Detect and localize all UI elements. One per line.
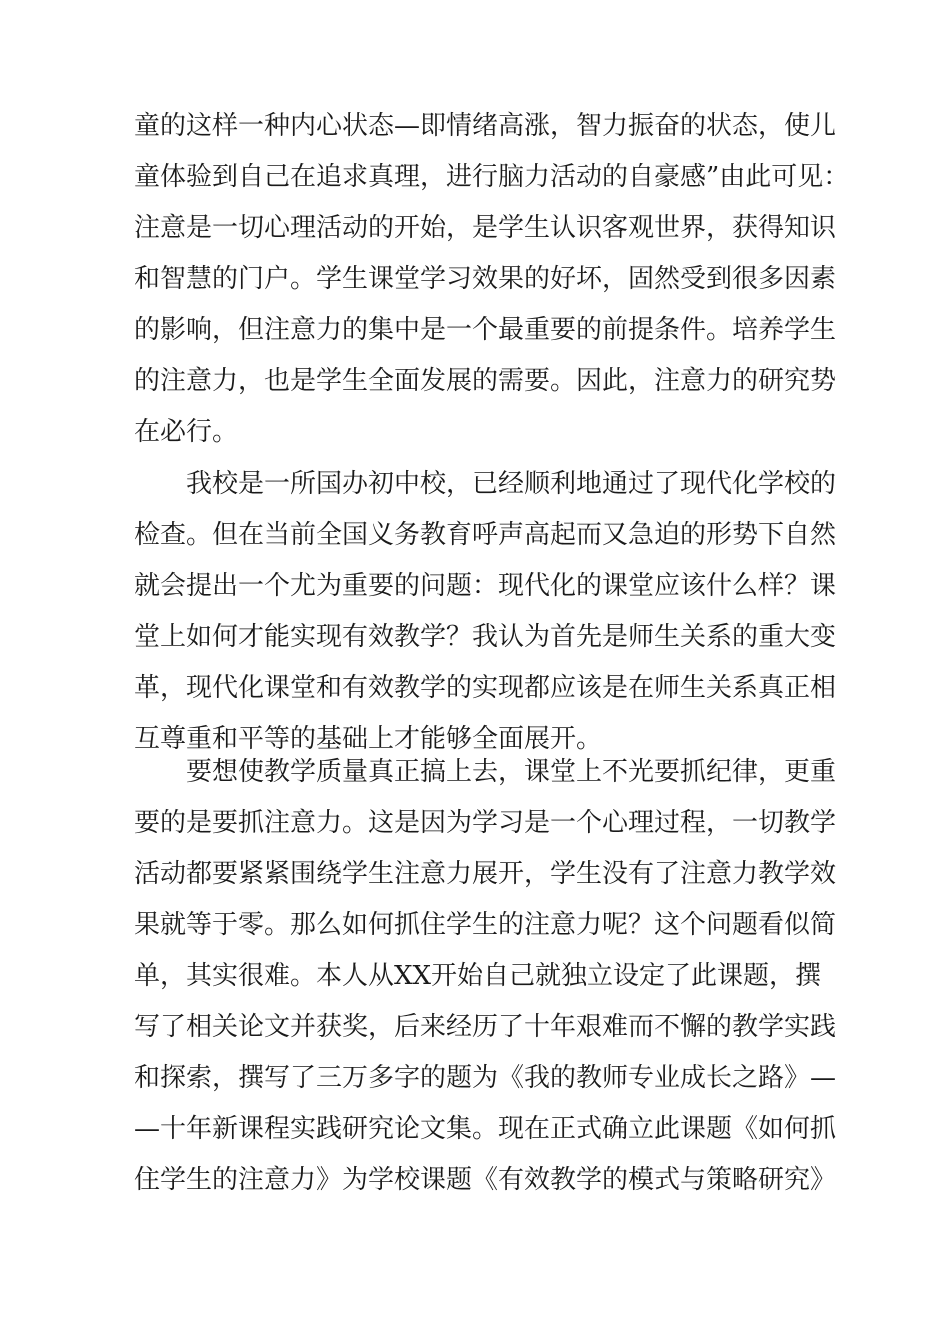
- paragraph-2: [134, 459, 837, 765]
- text-line: 和智慧的门户。学生课堂学习效果的好坏，固然受到很多因素: [134, 264, 837, 294]
- paragraph-1: [134, 101, 850, 458]
- text-line: 活动都要紧紧围绕学生注意力展开，学生没有了注意力教学效: [134, 859, 837, 889]
- text-line: 要想使教学质量真正搞上去，课堂上不光要抓纪律，更重: [134, 757, 837, 787]
- text-line: 在必行。: [134, 417, 239, 447]
- text-line: 的注意力，也是学生全面发展的需要。因此，注意力的研究势: [134, 366, 837, 396]
- text-line: 堂上如何才能实现有效教学？我认为首先是师生关系的重大变: [134, 622, 837, 652]
- text-line: 注意是一切心理活动的开始，是学生认识客观世界，获得知识: [134, 213, 837, 243]
- text-line: 革，现代化课堂和有效教学的实现都应该是在师生关系真正相: [134, 673, 837, 703]
- text-line: 单，其实很难。本人从XX开始自己就独立设定了此课题，撰: [134, 961, 822, 991]
- text-line: 果就等于零。那么如何抓住学生的注意力呢？这个问题看似简: [134, 910, 837, 940]
- text-line: 互尊重和平等的基础上才能够全面展开。: [134, 724, 603, 754]
- text-line: 童的这样一种内心状态—即情绪高涨，智力振奋的状态，使儿: [134, 111, 837, 141]
- text-line: 我校是一所国办初中校，已经顺利地通过了现代化学校的: [134, 469, 837, 499]
- text-line: 检查。但在当前全国义务教育呼声高起而又急迫的形势下自然: [134, 520, 837, 550]
- text-line: —十年新课程实践研究论文集。现在正式确立此课题《如何抓: [134, 1114, 837, 1144]
- text-line: 和探索，撰写了三万多字的题为《我的教师专业成长之路》—: [134, 1063, 837, 1093]
- text-line: 住学生的注意力》为学校课题《有效教学的模式与策略研究》: [134, 1165, 837, 1195]
- text-line: 童体验到自己在追求真理，进行脑力活动的自豪感”由此可见：: [134, 162, 850, 192]
- text-line: 就会提出一个尤为重要的问题：现代化的课堂应该什么样？课: [134, 571, 837, 601]
- paragraph-3: [134, 747, 837, 1206]
- text-line: 的影响，但注意力的集中是一个最重要的前提条件。培养学生: [134, 315, 837, 345]
- text-line: 要的是要抓注意力。这是因为学习是一个心理过程，一切教学: [134, 808, 837, 838]
- text-line: 写了相关论文并获奖，后来经历了十年艰难而不懈的教学实践: [134, 1012, 837, 1042]
